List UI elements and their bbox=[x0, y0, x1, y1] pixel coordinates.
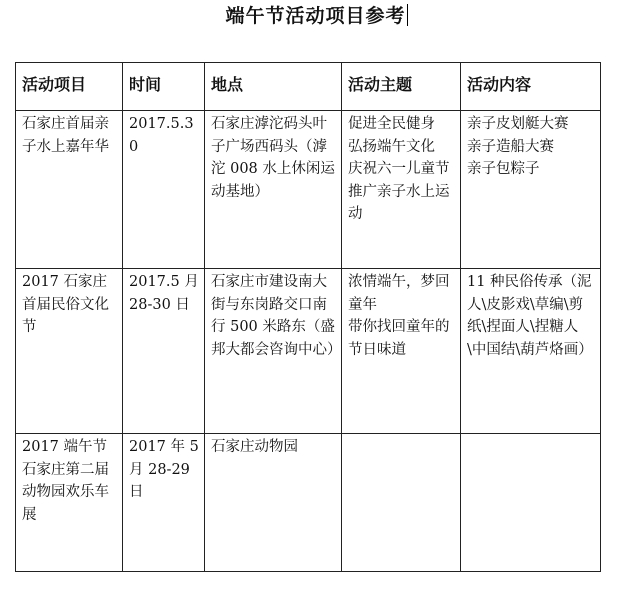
table-row bbox=[16, 111, 601, 269]
cell-time: 2017.5.30 bbox=[123, 111, 205, 269]
table-row bbox=[16, 434, 601, 572]
table-row bbox=[16, 269, 601, 434]
cell-place: 石家庄滹沱码头叶子广场西码头（滹沱 008 水上休闲运动基地） bbox=[205, 111, 342, 269]
cell-theme bbox=[342, 269, 461, 434]
cell-project: 2017 端午节石家庄第二届动物园欢乐车展 bbox=[16, 434, 123, 572]
header-place: 地点 bbox=[205, 63, 342, 111]
content-line: 亲子皮划艇大赛 bbox=[467, 116, 569, 132]
document-title-text: 端午节活动项目参考 bbox=[225, 5, 406, 27]
theme-line: 推广亲子水上运动 bbox=[348, 183, 450, 222]
content-line: 11 种民俗传承（泥人\皮影戏\草编\剪纸\捏面人\捏糖人\中国结\葫芦烙画） bbox=[467, 274, 593, 358]
cell-theme bbox=[342, 434, 461, 572]
cell-place: 石家庄市建设南大街与东岗路交口南行 500 米路东（盛邦大都会咨询中心） bbox=[205, 269, 342, 434]
cell-place: 石家庄动物园 bbox=[205, 434, 342, 572]
theme-line: 庆祝六一儿童节 bbox=[348, 161, 450, 177]
cell-content bbox=[461, 434, 601, 572]
header-project: 活动项目 bbox=[16, 63, 123, 111]
theme-line: 带你找回童年的节日味道 bbox=[348, 319, 450, 358]
cell-time: 2017 年 5 月 28-29 日 bbox=[123, 434, 205, 572]
cell-content bbox=[461, 111, 601, 269]
cell-project: 2017 石家庄首届民俗文化节 bbox=[16, 269, 123, 434]
cell-theme bbox=[342, 111, 461, 269]
document-title bbox=[0, 4, 633, 28]
activity-table bbox=[15, 62, 601, 572]
theme-line: 浓情端午，梦回童年 bbox=[348, 274, 450, 313]
header-theme: 活动主题 bbox=[342, 63, 461, 111]
table-header-row bbox=[16, 63, 601, 111]
cell-time: 2017.5 月 28-30 日 bbox=[123, 269, 205, 434]
cell-content bbox=[461, 269, 601, 434]
content-line: 亲子造船大赛 bbox=[467, 138, 554, 155]
theme-line: 弘扬端午文化 bbox=[348, 138, 435, 155]
text-cursor bbox=[407, 4, 408, 26]
header-time: 时间 bbox=[123, 63, 205, 111]
cell-project: 石家庄首届亲子水上嘉年华 bbox=[16, 111, 123, 269]
header-content: 活动内容 bbox=[461, 63, 601, 111]
content-line: 亲子包粽子 bbox=[467, 161, 540, 177]
theme-line: 促进全民健身 bbox=[348, 116, 435, 132]
